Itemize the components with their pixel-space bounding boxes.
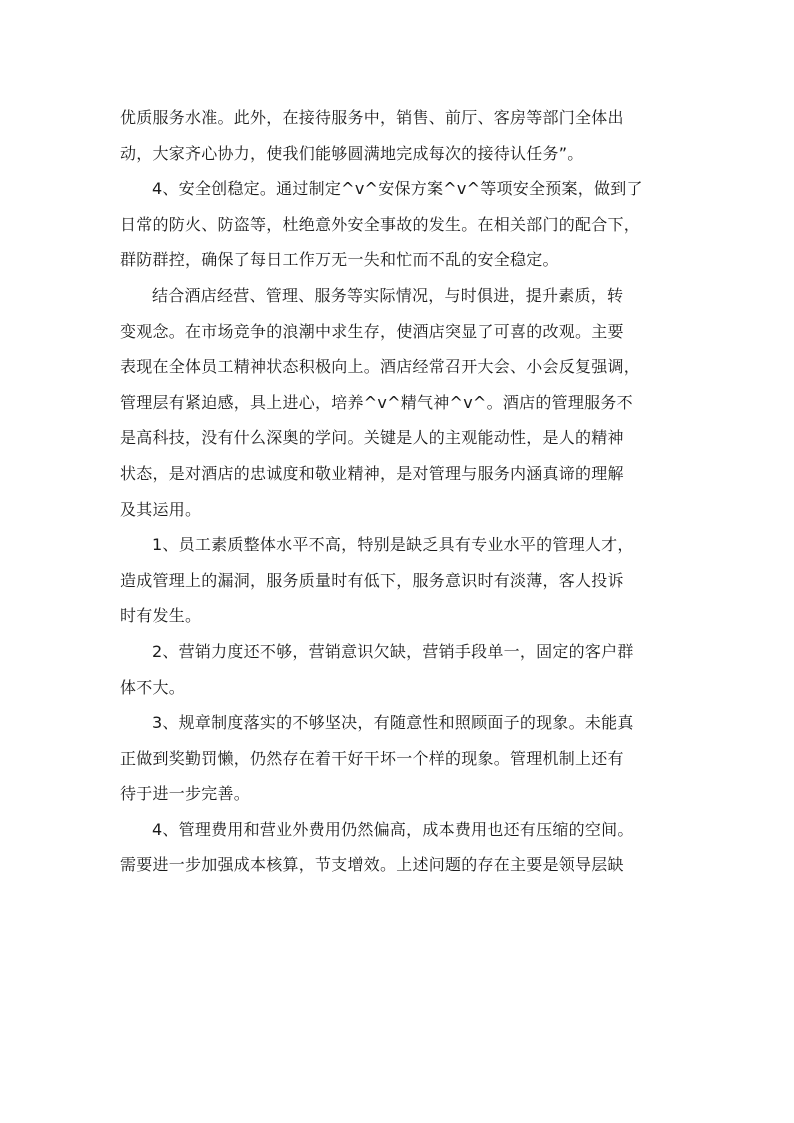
- text-line: 日常的防火、防盗等，杜绝意外安全事故的发生。在相关部门的配合下，: [120, 214, 641, 234]
- paragraph-issue-4: [120, 812, 676, 883]
- paragraph-reception-service: [120, 100, 676, 171]
- document-body: [120, 100, 676, 883]
- text-line: 动，大家齐心协力，使我们能够圆满地完成每次的接待认任务”。: [120, 143, 584, 163]
- text-line: 3、规章制度落实的不够坚决，有随意性和照顾面子的现象。未能真: [152, 713, 634, 733]
- text-line: 需要进一步加强成本核算，节支增效。上述问题的存在主要是领导层缺: [120, 855, 624, 875]
- text-line: 时有发生。: [120, 606, 202, 626]
- text-line: 群防群控，确保了每日工作万无一失和忙而不乱的安全稳定。: [120, 250, 559, 270]
- text-line: 优质服务水准。此外，在接待服务中，销售、前厅、客房等部门全体出: [120, 108, 624, 127]
- text-line: 4、安全创稳定。通过制定^v^安保方案^v^等项安全预案，做到了: [152, 179, 643, 199]
- text-line: 正做到奖勤罚懒，仍然存在着干好干坏一个样的现象。管理机制上还有: [120, 748, 624, 768]
- text-line: 待于进一步完善。: [120, 784, 251, 804]
- text-line: 4、管理费用和营业外费用仍然偏高，成本费用也还有压缩的空间。: [152, 819, 634, 839]
- paragraph-issue-1: [120, 527, 676, 634]
- text-line: 结合酒店经营、管理、服务等实际情况，与时俱进，提升素质，转: [152, 285, 624, 305]
- paragraph-hotel-improvement: [120, 278, 676, 527]
- paragraph-issue-2: [120, 634, 676, 705]
- text-line: 体不大。: [120, 677, 186, 697]
- text-line: 状态，是对酒店的忠诚度和敬业精神，是对管理与服务内涵真谛的理解: [120, 463, 624, 483]
- text-line: 造成管理上的漏洞，服务质量时有低下，服务意识时有淡薄，客人投诉: [120, 570, 624, 590]
- text-line: 管理层有紧迫感，具上进心，培养^v^精气神^v^。酒店的管理服务不: [120, 392, 633, 412]
- paragraph-issue-3: [120, 705, 676, 812]
- text-line: 及其运用。: [120, 499, 202, 519]
- text-line: 1、员工素质整体水平不高，特别是缺乏具有专业水平的管理人才，: [152, 535, 634, 555]
- text-line: 表现在全体员工精神状态积极向上。酒店经常召开大会、小会反复强调，: [120, 357, 641, 377]
- text-line: 2、营销力度还不够，营销意识欠缺，营销手段单一，固定的客户群: [152, 641, 634, 661]
- text-line: 是高科技，没有什么深奥的学问。关键是人的主观能动性，是人的精神: [120, 428, 624, 448]
- text-line: 变观念。在市场竞争的浪潮中求生存，使酒店突显了可喜的改观。主要: [120, 321, 624, 341]
- paragraph-safety-stability: [120, 171, 676, 278]
